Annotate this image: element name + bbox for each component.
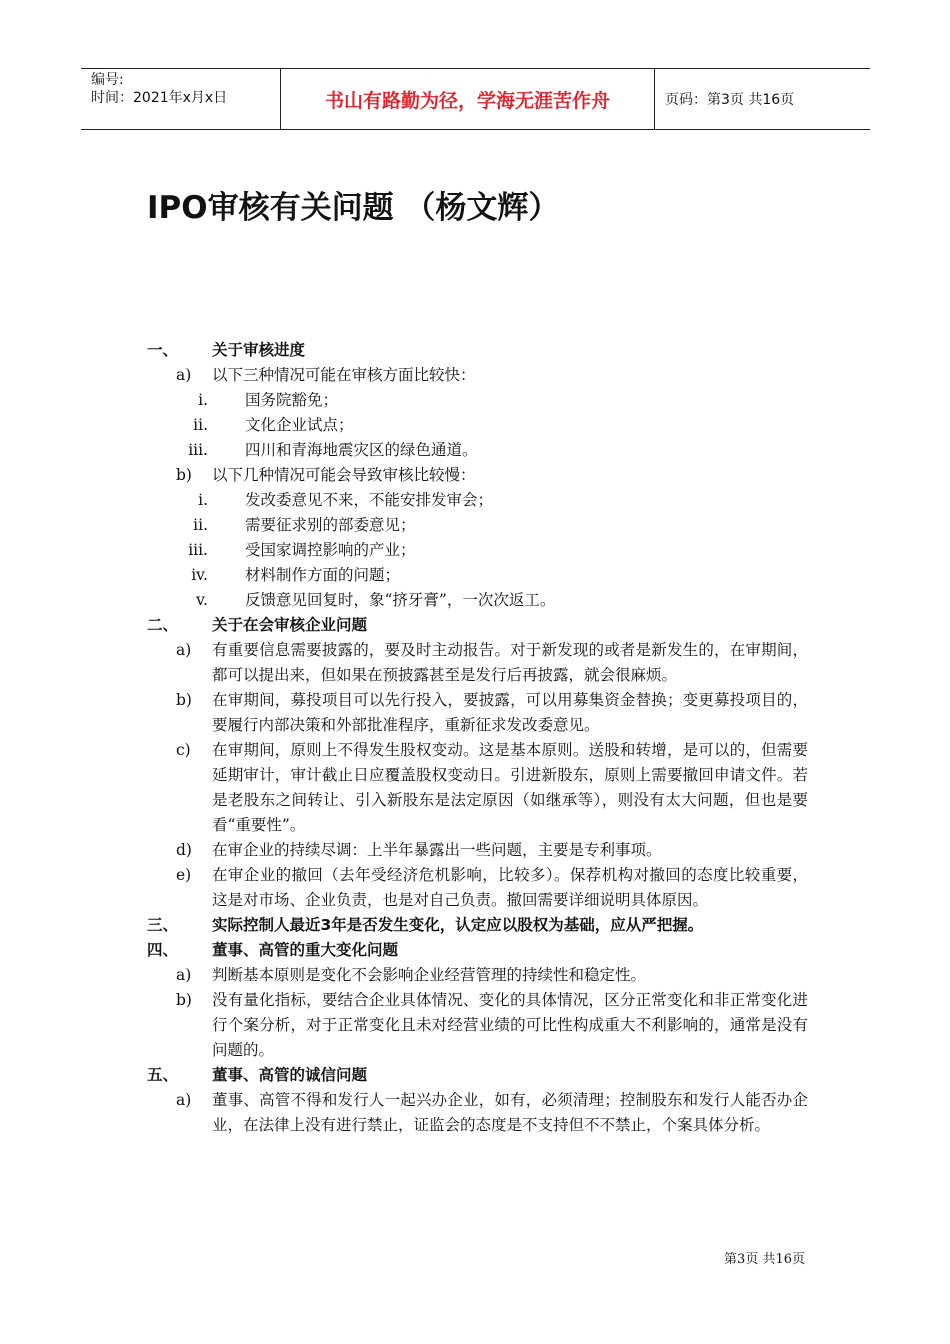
document-body: [0, 338, 950, 1138]
section-heading: 四、 董事、高管的重大变化问题: [147, 941, 399, 959]
section-heading: 五、 董事、高管的诚信问题: [147, 1066, 368, 1084]
sub-list-item: iii. 受国家调控影响的产业；: [188, 541, 416, 559]
sub-list-item: ii. 文化企业试点；: [193, 416, 354, 434]
page-footer: 第3页 共16页: [724, 1252, 805, 1267]
list-item: a) 判断基本原则是变化不会影响企业经营管理的持续性和稳定性。: [176, 966, 647, 984]
section-heading: 二、 关于在会审核企业问题: [147, 616, 368, 634]
section-heading: 一、 关于审核进度: [147, 341, 306, 359]
section-heading: 三、 实际控制人最近3年是否发生变化，认定应以股权为基础，应从严把握。: [147, 916, 704, 934]
sub-list-item: i. 发改委意见不来，不能安排发审会；: [198, 491, 494, 509]
list-item: e) 在审企业的撤回（去年受经济危机影响，比较多）。保荐机构对撤回的态度比较重要，这是对市场、企业负责，也是对自己负责。撤回需要详细说明具体原因。: [176, 866, 808, 909]
page-title: IPO审核有关问题 （杨文辉）: [147, 190, 560, 226]
page-header: [81, 68, 870, 130]
sub-list-item: iv. 材料制作方面的问题；: [191, 566, 401, 584]
list-item: b) 以下几种情况可能会导致审核比较慢：: [176, 466, 476, 484]
header-page-info: 页码：第3页 共16页: [665, 92, 795, 108]
list-item: d) 在审企业的持续尽调：上半年暴露出一些问题，主要是专利事项。: [176, 841, 662, 859]
list-item: c) 在审期间，原则上不得发生股权变动。这是基本原则。送股和转增，是可以的，但需要延期审计，审计截止日应覆盖股权变动日。引进新股东，原则上需要撤回申请文件。若是老股东之间转让、引入新股东是法定原因（如继承等），则没有太大问题，但也是要看“重要性”。: [176, 741, 808, 834]
list-item: b) 在审期间，募投项目可以先行投入，要披露，可以用募集资金替换；变更募投项目的，要履行内部决策和外部批准程序，重新征求发改委意见。: [176, 691, 808, 734]
sub-list-item: i. 国务院豁免；: [198, 391, 339, 409]
header-motto: 书山有路勤为径，学海无涯苦作舟: [281, 69, 655, 129]
list-item: a) 董事、高管不得和发行人一起兴办企业，如有，必须清理；控制股东和发行人能否办企业，在法律上没有进行禁止，证监会的态度是不支持但不不禁止，个案具体分析。: [176, 1091, 808, 1134]
sub-list-item: iii. 四川和青海地震灾区的绿色通道。: [188, 441, 478, 459]
header-number: 编号:: [91, 72, 124, 88]
list-item: a) 有重要信息需要披露的，要及时主动报告。对于新发现的或者是新发生的，在审期间，都可以提出来，但如果在预披露甚至是发行后再披露，就会很麻烦。: [176, 641, 808, 684]
sub-list-item: ii. 需要征求别的部委意见；: [193, 516, 416, 534]
header-time: 时间：2021年x月x日: [91, 90, 228, 106]
list-item: a) 以下三种情况可能在审核方面比较快：: [176, 366, 476, 384]
sub-list-item: v. 反馈意见回复时，象“挤牙膏”，一次次返工。: [196, 591, 556, 609]
list-item: b) 没有量化指标，要结合企业具体情况、变化的具体情况，区分正常变化和非正常变化进行个案分析，对于正常变化且未对经营业绩的可比性构成重大不利影响的，通常是没有问题的。: [176, 991, 808, 1059]
header-meta: [81, 69, 281, 129]
